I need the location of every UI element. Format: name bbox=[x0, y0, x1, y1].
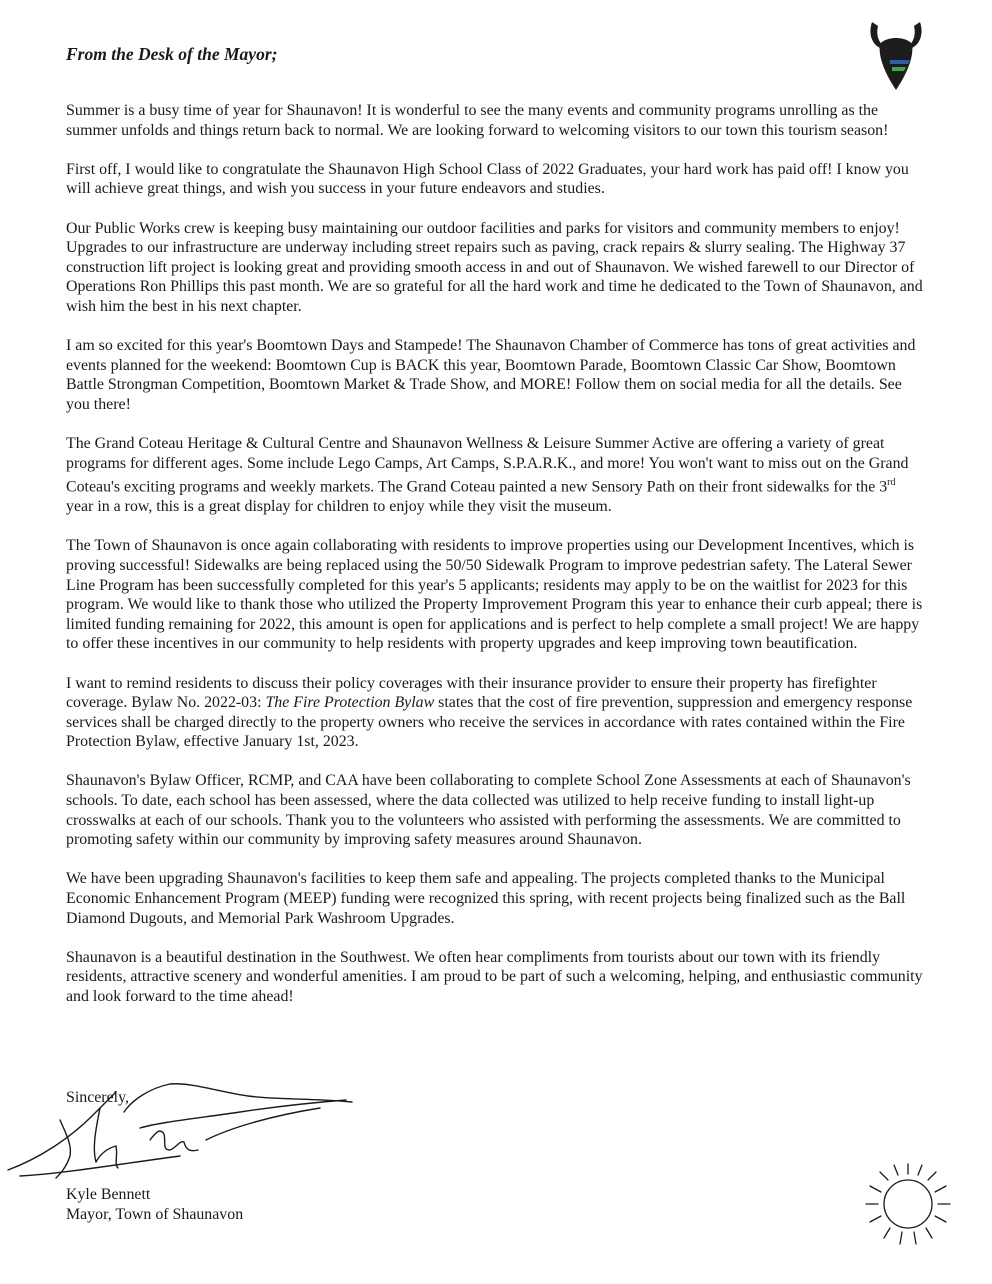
bylaw-title: The Fire Protection Bylaw bbox=[265, 694, 435, 712]
heritage-text-end: year in a row, this is a great display for children to enjoy while they visit the museum. bbox=[66, 498, 612, 516]
signature-icon bbox=[0, 1078, 360, 1188]
sun-icon bbox=[858, 1150, 962, 1254]
paragraph-boomtown: I am so excited for this year's Boomtown Days and Stampede! The Shaunavon Chamber of Commerce has tons of great activities and events planned for the weekend: Boomtown Cup is BACK this year, Boomtown Parade, Boomtown Classic Car Show, Boomtown Battle Strongman Competition, Boomtown Market & Trade Show, and MORE! Follow them on social media for all the details. See you there! bbox=[66, 337, 916, 413]
bison-head-icon bbox=[866, 20, 926, 92]
signer-title: Mayor, Town of Shaunavon bbox=[66, 1206, 244, 1223]
fire-text: I want to remind residents to discuss their policy coverages with their insurance provider to ensure their property has firefighter coverage. Bylaw No. 2022-03: bbox=[66, 674, 877, 712]
signer-block bbox=[66, 1185, 243, 1225]
paragraph-public-works: Our Public Works crew is keeping busy maintaining our outdoor facilities and parks for visitors and community members to enjoy! Upgrades to our infrastructure are underway including street repairs such as paving, crack repairs & slurry sealing. The Highway 37 construction lift project is looking great and providing smooth access in and out of Shaunavon. We wished farewell to our Director of Operations Ron Phillips this past month. We are so grateful for all the hard work and time he dedicated to the Town of Shaunavon, and wish him the best in his next chapter. bbox=[66, 219, 923, 315]
paragraph-fire-protection bbox=[66, 674, 926, 752]
signer-name: Kyle Bennett bbox=[66, 1186, 151, 1203]
paragraph-heritage bbox=[66, 434, 926, 517]
letter-heading: From the Desk of the Mayor; bbox=[66, 44, 278, 64]
paragraph-summer: Summer is a busy time of year for Shaunavon! It is wonderful to see the many events and community programs unrolling as the summer unfolds and things return back to normal. We are looking forward to welcoming visitors to our town this tourism season! bbox=[66, 102, 889, 139]
heritage-text: The Grand Coteau Heritage & Cultural Centre and Shaunavon Wellness & Leisure Summer Active are offering a variety of great programs for different ages. Some include Lego Camps, Art Camps, S.P.A.R.K., and more! You won't want to miss out on the Grand Coteau's exciting programs and weekly markets. The Grand Coteau painted a new Sensory Path on their front sidewalks for the 3 bbox=[66, 435, 909, 496]
closing-salutation: Sincerely, bbox=[66, 1089, 129, 1106]
paragraph-graduates: First off, I would like to congratulate the Shaunavon High School Class of 2022 Graduates, your hard work has paid off! I know you will achieve great things, and wish you success in your future endeavors and studies. bbox=[66, 160, 909, 198]
paragraph-facilities: We have been upgrading Shaunavon's facilities to keep them safe and appealing. The projects completed thanks to the Municipal Economic Enhancement Program (MEEP) funding were recognized this spring, with recent projects being finalized such as the Ball Diamond Dugouts, and Memorial Park Washroom Upgrades. bbox=[66, 870, 906, 927]
paragraph-closing: Shaunavon is a beautiful destination in the Southwest. We often hear compliments from tourists about our town with its friendly residents, attractive scenery and wonderful amenities. I am proud to be part of such a welcoming, helping, and enthusiastic community and look forward to the time ahead! bbox=[66, 948, 923, 1006]
paragraph-school-zones: Shaunavon's Bylaw Officer, RCMP, and CAA have been collaborating to complete School Zone Assessments at each of Shaunavon's schools. To date, each school has been assessed, where the data collected was utilized to help receive funding to install light-up crosswalks at each of our schools. Thank you to the volunteers who assisted with performing the assessments. We are committed to promoting safety within our community by improving safety measures around Shaunavon. bbox=[66, 772, 911, 849]
paragraph-development-incentives: The Town of Shaunavon is once again collaborating with residents to improve properties using our Development Incentives, which is proving successful! Sidewalks are being replaced using the 50/50 Sidewalk Program to improve pedestrian safety. The Lateral Sewer Line Program has been successfully completed for this year's 5 applicants; residents may apply to be on the waitlist for 2023 for this program. We would like to thank those who utilized the Property Improvement Program this year to enhance their curb appeal; there is limited funding remaining for 2022, this amount is open for applications and is perfect to help complete a small project! We are happy to offer these incentives in our community to help residents with property upgrades and keep improving town beautification. bbox=[66, 537, 923, 653]
ordinal-suffix: rd bbox=[887, 477, 896, 489]
fire-text-end: states that the cost of fire prevention, suppression and emergency response services shall be charged directly to the property owners who receive the services in accordance with rates contained within the Fire Protection Bylaw, effective January 1st, 2023. bbox=[66, 694, 913, 751]
letter-body bbox=[66, 101, 926, 1026]
